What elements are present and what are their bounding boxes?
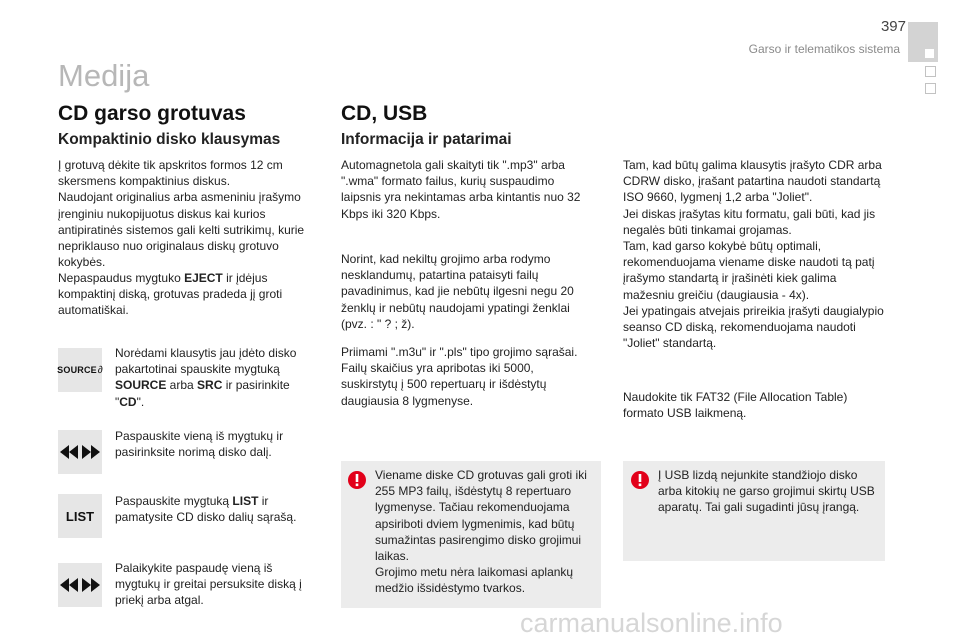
- chapter-tab: [925, 66, 936, 77]
- cd-usb-heading: CD, USB: [341, 102, 428, 125]
- warning-icon: [630, 470, 650, 490]
- list-instruction: Paspauskite mygtuką LIST ir pamatysite CD disko dalių sąrašą.: [115, 494, 297, 525]
- usb-warning-text: Į USB lizdą nejunkite standžiojo disko arba kitokių ne garso grojimui skirtų USB aparatų. Tai gali sugadinti jūsų įrangą.: [658, 468, 875, 515]
- seek-instruction: Paspauskite vieną iš mygtukų ir pasirinksite norimą disko dalį.: [115, 429, 284, 460]
- seek-buttons-icon: [58, 430, 102, 474]
- chapter-tab: [925, 83, 936, 94]
- eject-paragraph: Nepaspaudus mygtuko EJECT ir įdėjus kompaktinį diską, grotuvas pradeda jį groti automatiškai.: [58, 271, 283, 318]
- watermark: carmanualsonline.info: [520, 608, 783, 638]
- cd-intro-paragraph: Į grotuvą dėkite tik apskritos formos 12 cm skersmens kompaktinius diskus. Naudojant originalius arba asmeniniu įrašymo įrenginiu nukopijuotus diskus kai kurios antipiratinės sistemos gali kelti sutrikimų, kurie nepriklauso nuo originalaus diskų grotuvo kokybės.: [58, 158, 305, 270]
- cd-player-heading: CD garso grotuvas: [58, 102, 246, 125]
- section-title: Garso ir telematikos sistema: [748, 42, 900, 56]
- page-number: 397: [880, 18, 906, 35]
- warning-icon: [347, 470, 367, 490]
- chapter-tab-active: [908, 22, 938, 62]
- format-paragraph: Automagnetola gali skaityti tik ".mp3" arba ".wma" formato failus, kurių suspaudimo laipsnis yra nekintamas arba kintantis nuo 32 Kbps iki 320 Kbps.: [341, 158, 581, 221]
- cd-listening-subheading: Kompaktinio disko klausymas: [58, 131, 281, 148]
- usb-format-paragraph: Naudokite tik FAT32 (File Allocation Table) formato USB laikmeną.: [623, 390, 848, 421]
- cdr-paragraph: Tam, kad būtų galima klausytis įrašyto CDR arba CDRW disko, įrašant patartina naudoti standartą ISO 9660, lygmenį 1,2 arba "Joliet". Jei diskas įrašytas kitu formatu, gali būti, kad jis negalės būti tinkamai grojamas. Tam, kad garso kokybė būtų optimali, rekomenduojama viename diske naudoti tą patį įrašymo standartą ir įrašinėti kiek galima mažesniu greičiu (daugiausia - 4x). Jei ypatingais atvejais prireikia įrašyti daugialypio seanso CD diską, rekomenduojama naudoti "Joliet" standartą.: [623, 158, 884, 351]
- page-title: Medija: [58, 58, 150, 93]
- source-instruction: Norėdami klausytis jau įdėto disko pakartotinai spauskite mygtuką SOURCE arba SRC ir pasirinkite "CD".: [115, 346, 297, 409]
- seek-buttons-icon: [58, 563, 102, 607]
- info-tips-subheading: Informacija ir patarimai: [341, 131, 512, 148]
- filename-paragraph: Norint, kad nekiltų grojimo arba rodymo nesklandumų, patartina pataisyti failų pavadinimus, kad jie nebūtų ilgesni negu 20 ženklų ir nebūtų naudojami ypatingi ženklai (pvz. : " ? ; ž).: [341, 252, 574, 331]
- source-button-icon: SOURCE ∂: [58, 348, 102, 392]
- list-button-icon: LIST: [58, 494, 102, 538]
- fast-forward-instruction: Palaikykite paspaudę vieną iš mygtukų ir greitai persuksite diską į priekį arba atgal.: [115, 561, 302, 608]
- playlist-paragraph: Priimami ".m3u" ir ".pls" tipo grojimo sąrašai. Failų skaičius yra apribotas iki 5000, suskirstytų į 500 repertuarų ir išdėstytų daugiausia 8 lygmenyse.: [341, 345, 578, 408]
- cd-warning-text: Viename diske CD grotuvas gali groti iki 255 MP3 failų, išdėstytų 8 repertuaro lygmenyse. Tačiau rekomenduojama apsiriboti dviem lygmenimis, kad būtų sumažintas pasirengimo disko grojimui laikas. Grojimo metu nėra laikomasi aplankų medžio išsidėstymo tvarkos.: [375, 468, 587, 596]
